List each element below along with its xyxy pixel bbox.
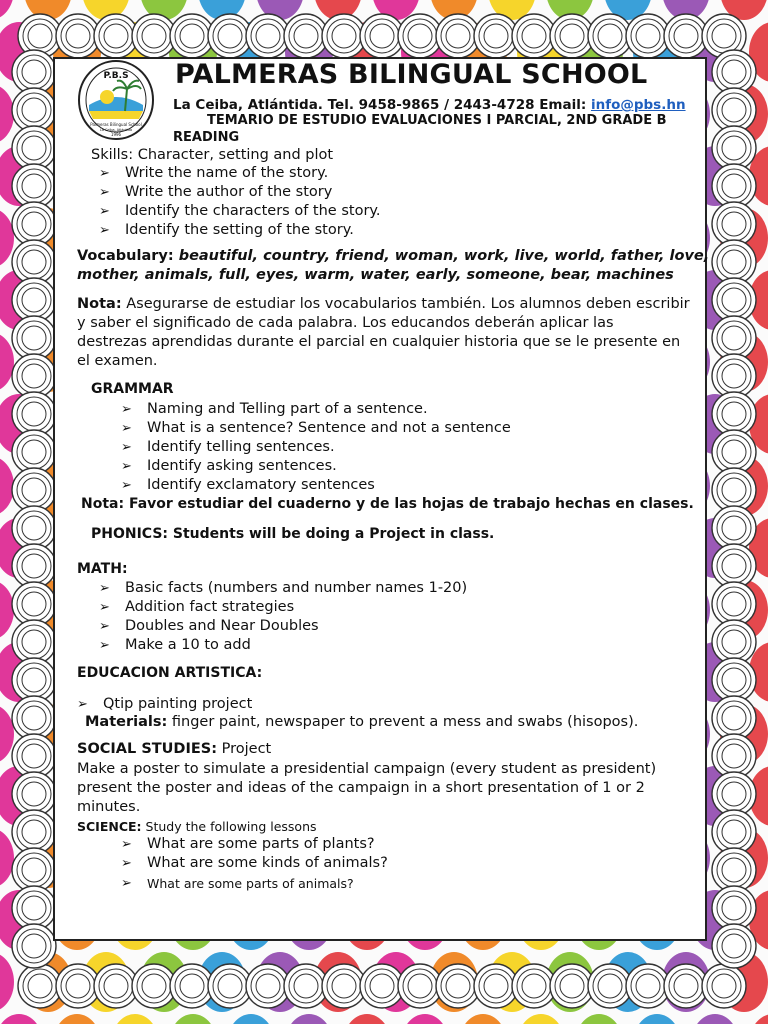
color-dot: [749, 1014, 768, 1024]
color-dot: [517, 1014, 565, 1024]
list-item: ➢ Basic facts (numbers and number names 1-20): [99, 579, 467, 598]
list-item: ➢ Qtip painting project: [77, 695, 252, 714]
color-dot: [285, 1014, 333, 1024]
social-text: minutes.: [77, 799, 141, 815]
art-materials: [85, 714, 638, 730]
social-heading: [77, 741, 271, 757]
social-paragraph: [77, 760, 656, 817]
science-list: [121, 835, 388, 873]
color-dot: [575, 1014, 623, 1024]
list-item: ➢ Make a 10 to add: [99, 636, 467, 655]
list-item: ➢ Identify asking sentences.: [121, 457, 511, 476]
nota-paragraph: [77, 295, 690, 371]
list-item: ➢ Naming and Telling part of a sentence.: [121, 400, 511, 419]
vocabulary-label: Vocabulary:: [77, 248, 179, 264]
list-item: ➢ What are some kinds of animals?: [121, 854, 388, 873]
color-dot: [169, 1014, 217, 1024]
nota-text: Asegurarse de estudiar los vocabularios también. Los alumnos deben escribir: [121, 296, 690, 312]
color-dot: [459, 1014, 507, 1024]
frame-ring: [702, 964, 746, 1008]
phonics-line: PHONICS: Students will be doing a Project in class.: [91, 526, 495, 542]
color-dot: [343, 1014, 391, 1024]
list-item: ➢ Addition fact strategies: [99, 598, 467, 617]
frame-ring: [712, 924, 756, 968]
social-text: Make a poster to simulate a presidential campaign (every student as president): [77, 761, 657, 777]
reading-heading: READING: [173, 130, 240, 145]
list-item: ➢ What are some parts of animals?: [121, 874, 354, 893]
list-item: ➢ Identify exclamatory sentences: [121, 476, 511, 495]
contact-text: La Ceiba, Atlántida. Tel. 9458-9865 / 2443-4728 Email:: [173, 97, 591, 113]
grammar-nota: Nota: Favor estudiar del cuaderno y de las hojas de trabajo hechas en clases.: [81, 496, 694, 512]
frame-ring: [12, 924, 56, 968]
list-item: ➢ Identify the characters of the story.: [99, 202, 381, 221]
materials-text: finger paint, newspaper to prevent a mess and swabs (hisopos).: [167, 714, 639, 730]
vocabulary-line-2: mother, animals, full, eyes, warm, water, early, someone, bear, machines: [77, 267, 674, 283]
color-dot: [53, 1014, 101, 1024]
document-page: [53, 57, 710, 941]
vocabulary-line-1: [77, 248, 709, 264]
social-label: SOCIAL STUDIES:: [77, 741, 218, 757]
color-dot: [111, 1014, 159, 1024]
list-item: ➢ Identify telling sentences.: [121, 438, 511, 457]
materials-label: Materials:: [85, 714, 168, 730]
contact-line: [173, 97, 686, 113]
email-link[interactable]: info@pbs.hn: [590, 97, 686, 113]
nota-text: destrezas aprendidas durante el parcial en cualquier historia que se le presente en: [77, 334, 681, 350]
list-item: ➢ Write the author of the story: [99, 183, 381, 202]
art-list: [77, 695, 252, 714]
social-text: present the poster and ideas of the campaign in a short presentation of 1 or 2: [77, 780, 645, 796]
list-item: ➢ Identify the setting of the story.: [99, 221, 381, 240]
school-name: PALMERAS BILINGUAL SCHOOL: [175, 59, 648, 90]
vocabulary-words: beautiful, country, friend, woman, work, live, world, father, love,: [178, 248, 710, 264]
list-item: ➢ What are some parts of plants?: [121, 835, 388, 854]
color-dot: [0, 0, 14, 20]
color-dot: [0, 1014, 43, 1024]
list-item: ➢ Doubles and Near Doubles: [99, 617, 467, 636]
social-value: Project: [217, 741, 272, 757]
svg-text:P.B.S: P.B.S: [103, 71, 129, 81]
list-item: ➢ Write the name of the story.: [99, 164, 381, 183]
math-heading: MATH:: [77, 561, 128, 577]
svg-text:1996: 1996: [110, 132, 122, 137]
svg-text:La Ceiba, Atlántida: La Ceiba, Atlántida: [99, 128, 133, 132]
color-dot: [691, 1014, 739, 1024]
school-logo: [77, 59, 155, 141]
science-heading: [77, 819, 317, 834]
color-dot: [0, 580, 14, 640]
nota-text: y saber el significado de cada palabra. Los educandos deberán aplicar las: [77, 315, 614, 331]
nota-text: el examen.: [77, 353, 158, 369]
reading-skills: Skills: Character, setting and plot: [91, 147, 334, 163]
nota-label: Nota:: [77, 296, 122, 312]
color-dot: [633, 1014, 681, 1024]
science-list-small: [121, 874, 354, 893]
color-dot: [401, 1014, 449, 1024]
art-heading: EDUCACION ARTISTICA:: [77, 665, 263, 681]
grammar-list: [121, 400, 511, 495]
math-list: [99, 579, 467, 655]
color-dot: [0, 952, 14, 1012]
color-dot: [227, 1014, 275, 1024]
science-label: SCIENCE:: [77, 819, 142, 834]
science-value: Study the following lessons: [141, 819, 317, 834]
grammar-heading: GRAMMAR: [91, 381, 174, 397]
svg-text:Palmeras Bilingual School: Palmeras Bilingual School: [90, 122, 142, 127]
reading-list: [99, 164, 381, 240]
subtitle: TEMARIO DE ESTUDIO EVALUACIONES I PARCIAL, 2ND GRADE B: [207, 113, 667, 128]
list-item: ➢ What is a sentence? Sentence and not a sentence: [121, 419, 511, 438]
